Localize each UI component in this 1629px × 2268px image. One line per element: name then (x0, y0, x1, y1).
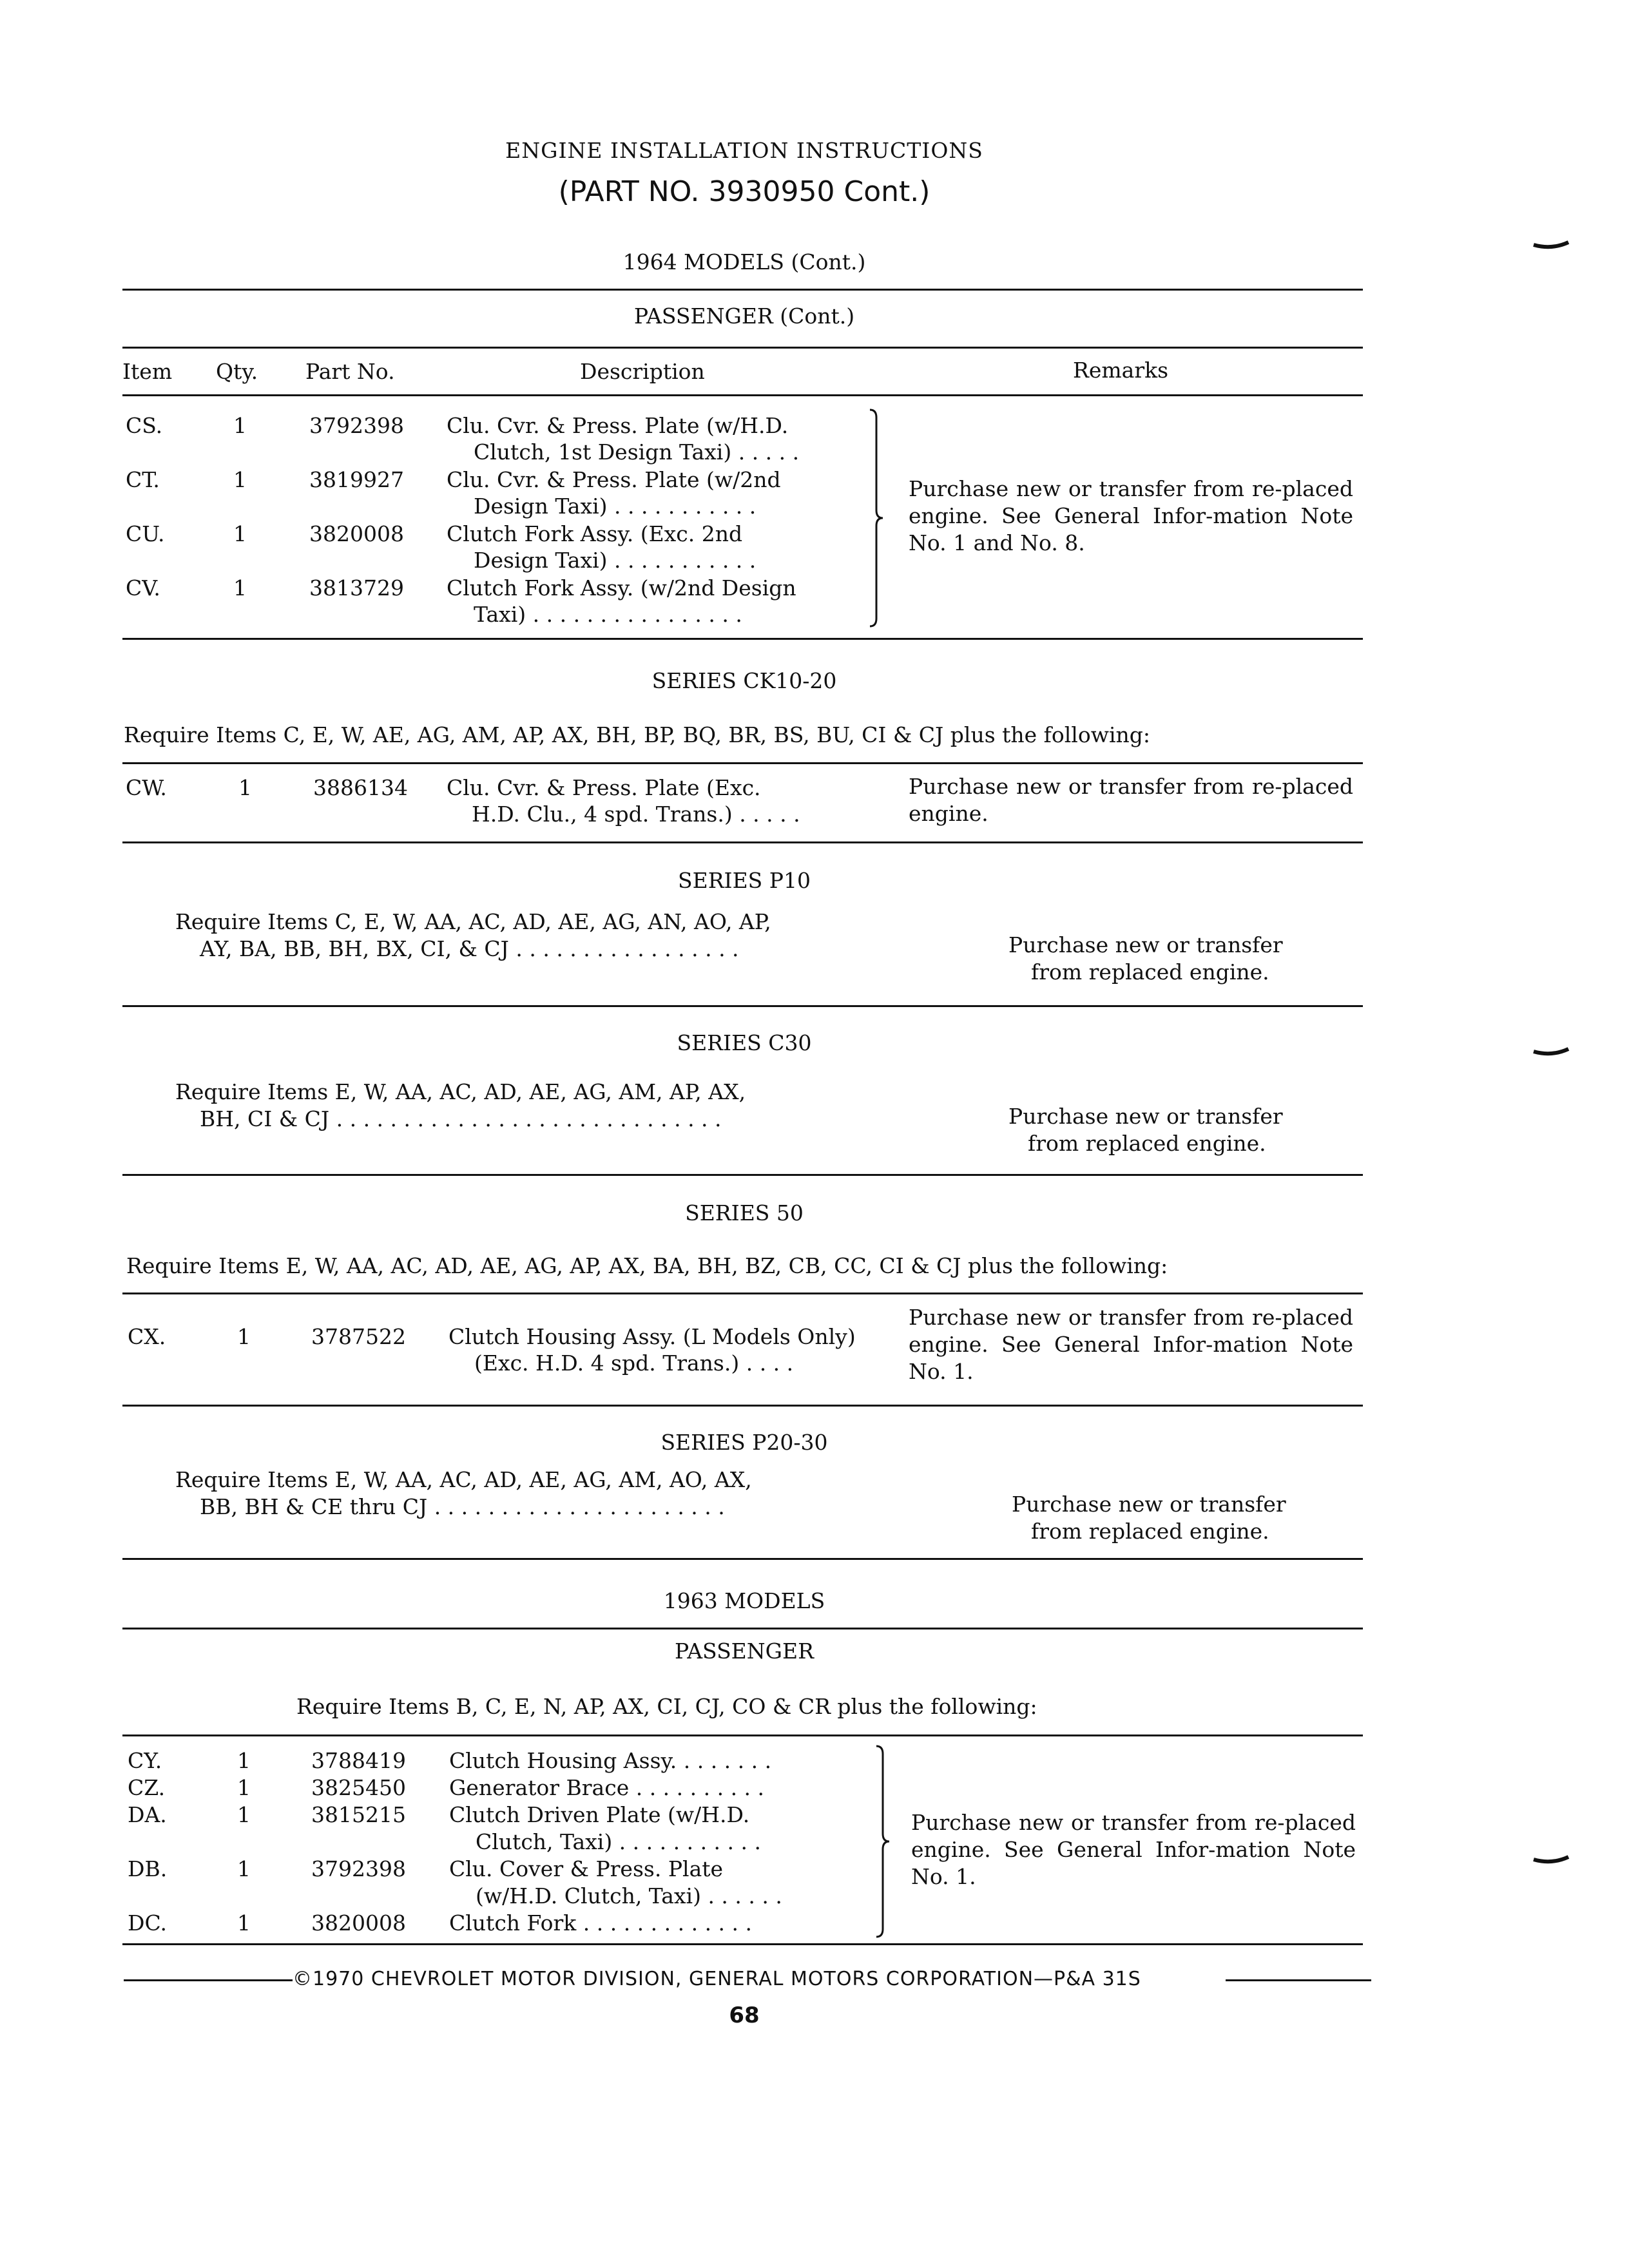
column-header-qty: Qty. (216, 359, 258, 384)
description-line: Clutch, Taxi) . . . . . . . . . . . (476, 1829, 761, 1854)
require-items-text: Require Items C, E, W, AA, AC, AD, AE, AG, AN, AO, AP, (175, 909, 771, 934)
item-code: CS. (126, 413, 163, 438)
divider (122, 1005, 1363, 1007)
divider (122, 762, 1363, 764)
description-line: (w/H.D. Clutch, Taxi) . . . . . . (476, 1883, 782, 1908)
divider (122, 1943, 1363, 1945)
item-code: CY. (128, 1748, 162, 1773)
description-line: H.D. Clu., 4 spd. Trans.) . . . . . (472, 802, 800, 827)
models-1963-heading: 1963 MODELS (663, 1588, 825, 1613)
column-header-item: Item (122, 359, 173, 384)
qty: 1 (233, 467, 247, 492)
description-line: Clutch Fork . . . . . . . . . . . . . (449, 1910, 753, 1936)
qty: 1 (233, 575, 247, 601)
qty: 1 (237, 1910, 251, 1936)
item-code: CX. (128, 1324, 166, 1349)
part-number: 3787522 (311, 1324, 406, 1349)
item-code: DB. (128, 1856, 168, 1881)
item-code: CT. (126, 467, 160, 492)
description-line: Clu. Cover & Press. Plate (449, 1856, 724, 1881)
document-title: ENGINE INSTALLATION INSTRUCTIONS (505, 138, 983, 163)
series-p20-30-heading: SERIES P20-30 (660, 1430, 828, 1455)
footer-rule-left (124, 1979, 293, 1981)
description-line: Generator Brace . . . . . . . . . . (449, 1775, 765, 1800)
remark-text: Purchase new or transfer (1012, 1492, 1286, 1517)
item-code: CV. (126, 575, 160, 601)
qty: 1 (237, 1748, 251, 1773)
part-number: 3820008 (309, 521, 404, 546)
copyright-notice: ©1970 CHEVROLET MOTOR DIVISION, GENERAL MOTORS CORPORATION—P&A 31S (293, 1968, 1141, 1990)
series-p10-heading: SERIES P10 (678, 868, 811, 893)
item-code: CU. (126, 521, 165, 546)
binding-mark (1532, 1046, 1571, 1059)
require-items-text: BB, BH & CE thru CJ . . . . . . . . . . . . . . . . . . . . . . (200, 1494, 725, 1519)
divider (122, 841, 1363, 843)
description-line: Clutch Driven Plate (w/H.D. (449, 1802, 750, 1827)
description-line: (Exc. H.D. 4 spd. Trans.) . . . . (474, 1350, 794, 1376)
column-header-description: Description (580, 359, 705, 384)
column-header-part-no: Part No. (305, 359, 395, 384)
part-number: 3792398 (309, 413, 404, 438)
divider (122, 1293, 1363, 1294)
divider (122, 394, 1363, 396)
item-code: CW. (126, 775, 167, 800)
part-number: 3792398 (311, 1856, 406, 1881)
require-items-text: Require Items E, W, AA, AC, AD, AE, AG, AM, AP, AX, (175, 1079, 746, 1104)
description-line: Taxi) . . . . . . . . . . . . . . . . (474, 602, 742, 627)
divider (122, 1405, 1363, 1407)
divider (122, 1628, 1363, 1629)
column-header-remarks: Remarks (1073, 358, 1169, 383)
divider (122, 1735, 1363, 1736)
require-items-text: Require Items E, W, AA, AC, AD, AE, AG, AP, AX, BA, BH, BZ, CB, CC, CI & CJ plus the following: (126, 1253, 1168, 1278)
part-number: 3820008 (311, 1910, 406, 1936)
passenger-heading: PASSENGER (675, 1639, 814, 1664)
remark-text: from replaced engine. (1028, 1131, 1266, 1156)
qty: 1 (237, 1324, 251, 1349)
remark-text: Purchase new or transfer from re-placed engine. See General Infor-mation Note No. 1. (911, 1810, 1356, 1889)
models-1964-heading: 1964 MODELS (Cont.) (622, 249, 866, 274)
remark-text: from replaced engine. (1031, 959, 1269, 985)
description-line: Design Taxi) . . . . . . . . . . . (474, 548, 757, 573)
description-line: Clutch, 1st Design Taxi) . . . . . (474, 439, 800, 465)
divider (122, 638, 1363, 640)
description-line: Clutch Housing Assy. (L Models Only) (448, 1324, 856, 1349)
divider (122, 347, 1363, 349)
grouping-brace (869, 408, 884, 628)
description-line: Clutch Fork Assy. (Exc. 2nd (447, 521, 743, 546)
binding-mark (1532, 240, 1571, 253)
grouping-brace (875, 1745, 891, 1938)
remark-text: from replaced engine. (1031, 1519, 1269, 1544)
require-items-text: Require Items E, W, AA, AC, AD, AE, AG, AM, AO, AX, (175, 1467, 752, 1492)
qty: 1 (237, 1856, 251, 1881)
qty: 1 (237, 1802, 251, 1827)
part-number: 3815215 (311, 1802, 406, 1827)
description-line: Clu. Cvr. & Press. Plate (Exc. (447, 775, 761, 800)
require-items-text: Require Items B, C, E, N, AP, AX, CI, CJ, CO & CR plus the following: (296, 1694, 1037, 1719)
part-number-heading: (PART NO. 3930950 Cont.) (558, 175, 930, 208)
footer-rule-right (1226, 1979, 1371, 1981)
description-line: Design Taxi) . . . . . . . . . . . (474, 494, 757, 519)
item-code: DC. (128, 1910, 168, 1936)
item-code: DA. (128, 1802, 167, 1827)
series-ck10-20-heading: SERIES CK10-20 (651, 668, 837, 693)
part-number: 3813729 (309, 575, 404, 601)
part-number: 3886134 (313, 775, 408, 800)
series-50-heading: SERIES 50 (685, 1200, 804, 1225)
item-code: CZ. (128, 1775, 166, 1800)
divider (122, 289, 1363, 291)
remark-text: Purchase new or transfer from re-placed engine. See General Infor-mation Note No. 1 and No. 8. (909, 476, 1353, 555)
require-items-text: BH, CI & CJ . . . . . . . . . . . . . . . . . . . . . . . . . . . . . (200, 1106, 722, 1131)
description-line: Clutch Housing Assy. . . . . . . . (449, 1748, 772, 1773)
remark-text: Purchase new or transfer from re-placed engine. (909, 774, 1353, 826)
description-line: Clu. Cvr. & Press. Plate (w/H.D. (447, 413, 789, 438)
remark-text: Purchase new or transfer (1008, 1104, 1283, 1129)
page-number: 68 (729, 2003, 760, 2028)
part-number: 3825450 (311, 1775, 406, 1800)
divider (122, 1174, 1363, 1176)
part-number: 3788419 (311, 1748, 406, 1773)
part-number: 3819927 (309, 467, 404, 492)
remark-text: Purchase new or transfer (1008, 932, 1283, 957)
description-line: Clutch Fork Assy. (w/2nd Design (447, 575, 796, 601)
binding-mark (1532, 1854, 1571, 1867)
require-items-text: Require Items C, E, W, AE, AG, AM, AP, AX, BH, BP, BQ, BR, BS, BU, CI & CJ plus the following: (124, 722, 1151, 747)
description-line: Clu. Cvr. & Press. Plate (w/2nd (447, 467, 781, 492)
qty: 1 (237, 1775, 251, 1800)
require-items-text: AY, BA, BB, BH, BX, CI, & CJ . . . . . . . . . . . . . . . . . (200, 936, 739, 961)
qty: 1 (233, 521, 247, 546)
passenger-cont-heading: PASSENGER (Cont.) (633, 303, 855, 329)
qty: 1 (238, 775, 252, 800)
series-c30-heading: SERIES C30 (677, 1030, 812, 1055)
divider (122, 1558, 1363, 1560)
remark-text: Purchase new or transfer from re-placed engine. See General Infor-mation Note No. 1. (909, 1305, 1353, 1384)
qty: 1 (233, 413, 247, 438)
